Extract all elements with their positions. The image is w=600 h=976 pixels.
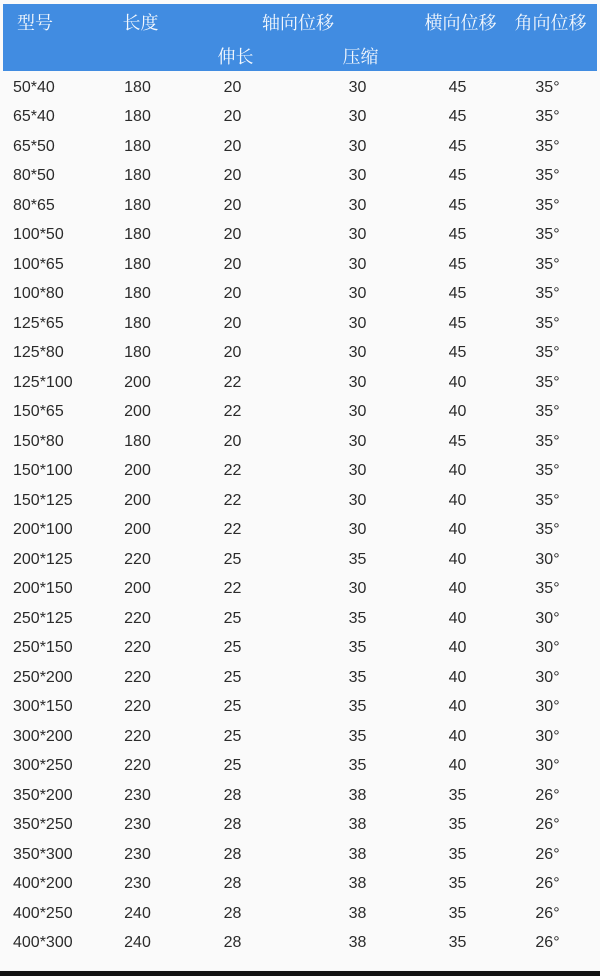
cell-length: 220: [124, 698, 151, 716]
cell-angular: 35°: [535, 167, 560, 185]
cell-length: 200: [124, 580, 151, 598]
table-row: [0, 427, 600, 457]
table-row: [0, 840, 600, 870]
cell-compression: 35: [348, 550, 367, 568]
cell-model: 50*40: [13, 78, 55, 96]
cell-model: 150*125: [13, 491, 73, 509]
cell-lateral: 40: [448, 550, 467, 568]
cell-model: 300*250: [13, 757, 73, 775]
cell-elongation: 28: [223, 845, 242, 863]
cell-model: 400*200: [13, 875, 73, 893]
cell-model: 250*125: [13, 609, 73, 627]
cell-model: 150*100: [13, 462, 73, 480]
cell-compression: 38: [348, 816, 367, 834]
cell-lateral: 45: [448, 344, 467, 362]
cell-compression: 35: [348, 609, 367, 627]
cell-compression: 30: [348, 344, 367, 362]
cell-elongation: 22: [223, 491, 242, 509]
table-body: [0, 71, 600, 958]
cell-elongation: 20: [223, 78, 242, 96]
cell-lateral: 45: [448, 196, 467, 214]
cell-compression: 38: [348, 904, 367, 922]
cell-angular: 26°: [535, 904, 560, 922]
cell-lateral: 40: [448, 668, 467, 686]
cell-model: 65*50: [13, 137, 55, 155]
cell-compression: 38: [348, 845, 367, 863]
cell-lateral: 45: [448, 137, 467, 155]
cell-compression: 38: [348, 875, 367, 893]
cell-length: 220: [124, 727, 151, 745]
cell-lateral: 45: [448, 108, 467, 126]
cell-length: 220: [124, 639, 151, 657]
cell-model: 200*100: [13, 521, 73, 539]
table-row: [0, 132, 600, 162]
cell-elongation: 25: [223, 757, 242, 775]
table-row: [0, 752, 600, 782]
table-row: [0, 162, 600, 192]
cell-length: 180: [124, 344, 151, 362]
col-header-lateral-displacement: 横向位移: [424, 13, 497, 33]
cell-compression: 35: [348, 727, 367, 745]
cell-model: 65*40: [13, 108, 55, 126]
cell-compression: 30: [348, 78, 367, 96]
cell-length: 200: [124, 373, 151, 391]
cell-angular: 35°: [535, 432, 560, 450]
cell-lateral: 45: [448, 226, 467, 244]
col-header-angular-displacement: 角向位移: [514, 13, 587, 33]
cell-elongation: 20: [223, 432, 242, 450]
cell-angular: 26°: [535, 816, 560, 834]
cell-lateral: 45: [448, 255, 467, 273]
cell-elongation: 20: [223, 344, 242, 362]
cell-lateral: 35: [448, 875, 467, 893]
cell-compression: 30: [348, 226, 367, 244]
cell-length: 180: [124, 432, 151, 450]
cell-length: 220: [124, 550, 151, 568]
cell-lateral: 45: [448, 432, 467, 450]
table-row: [0, 221, 600, 251]
cell-lateral: 35: [448, 934, 467, 952]
col-header-elongation: 伸长: [217, 46, 254, 67]
cell-lateral: 40: [448, 609, 467, 627]
cell-lateral: 35: [448, 904, 467, 922]
cell-elongation: 25: [223, 609, 242, 627]
header-row-main: [3, 4, 597, 40]
header-row-sub: [3, 40, 597, 71]
table-row: [0, 634, 600, 664]
cell-angular: 30°: [535, 698, 560, 716]
cell-angular: 35°: [535, 137, 560, 155]
cell-elongation: 28: [223, 934, 242, 952]
cell-lateral: 40: [448, 403, 467, 421]
cell-elongation: 25: [223, 550, 242, 568]
cell-elongation: 20: [223, 196, 242, 214]
cell-angular: 30°: [535, 550, 560, 568]
cell-elongation: 25: [223, 668, 242, 686]
cell-lateral: 45: [448, 314, 467, 332]
cell-model: 400*300: [13, 934, 73, 952]
cell-angular: 30°: [535, 639, 560, 657]
col-header-compression: 压缩: [342, 46, 379, 67]
cell-length: 240: [124, 934, 151, 952]
cell-model: 150*65: [13, 403, 64, 421]
cell-elongation: 22: [223, 462, 242, 480]
cell-compression: 30: [348, 491, 367, 509]
cell-angular: 35°: [535, 403, 560, 421]
cell-compression: 35: [348, 698, 367, 716]
cell-angular: 35°: [535, 314, 560, 332]
cell-length: 180: [124, 78, 151, 96]
cell-angular: 35°: [535, 226, 560, 244]
cell-compression: 30: [348, 580, 367, 598]
cell-angular: 35°: [535, 491, 560, 509]
cell-length: 180: [124, 108, 151, 126]
cell-compression: 35: [348, 639, 367, 657]
cell-length: 180: [124, 226, 151, 244]
cell-angular: 26°: [535, 875, 560, 893]
cell-angular: 26°: [535, 934, 560, 952]
cell-length: 240: [124, 904, 151, 922]
cell-length: 180: [124, 285, 151, 303]
cell-elongation: 25: [223, 698, 242, 716]
cell-compression: 30: [348, 255, 367, 273]
cell-elongation: 28: [223, 875, 242, 893]
cell-length: 200: [124, 403, 151, 421]
cell-compression: 30: [348, 167, 367, 185]
cell-compression: 30: [348, 462, 367, 480]
cell-model: 125*80: [13, 344, 64, 362]
cell-elongation: 22: [223, 580, 242, 598]
table-header: [3, 4, 597, 71]
cell-model: 200*125: [13, 550, 73, 568]
spec-table: [0, 4, 600, 958]
table-row: [0, 811, 600, 841]
cell-lateral: 40: [448, 580, 467, 598]
cell-compression: 30: [348, 314, 367, 332]
cell-angular: 35°: [535, 196, 560, 214]
cell-compression: 38: [348, 934, 367, 952]
cell-model: 125*65: [13, 314, 64, 332]
table-row: [0, 309, 600, 339]
cell-angular: 35°: [535, 462, 560, 480]
cell-lateral: 35: [448, 786, 467, 804]
cell-length: 230: [124, 816, 151, 834]
table-row: [0, 870, 600, 900]
cell-model: 250*200: [13, 668, 73, 686]
cell-elongation: 20: [223, 108, 242, 126]
cell-length: 230: [124, 845, 151, 863]
table-row: [0, 457, 600, 487]
table-row: [0, 280, 600, 310]
cell-lateral: 40: [448, 698, 467, 716]
cell-lateral: 40: [448, 373, 467, 391]
cell-model: 100*65: [13, 255, 64, 273]
cell-length: 180: [124, 196, 151, 214]
cell-elongation: 20: [223, 137, 242, 155]
cell-model: 100*80: [13, 285, 64, 303]
cell-angular: 30°: [535, 668, 560, 686]
cell-length: 230: [124, 875, 151, 893]
cell-model: 250*150: [13, 639, 73, 657]
cell-angular: 35°: [535, 580, 560, 598]
cell-compression: 35: [348, 757, 367, 775]
cell-angular: 30°: [535, 727, 560, 745]
cell-compression: 30: [348, 196, 367, 214]
table-row: [0, 604, 600, 634]
col-header-axial-displacement: 轴向位移: [262, 13, 334, 33]
table-row: [0, 545, 600, 575]
cell-length: 180: [124, 314, 151, 332]
table-row: [0, 663, 600, 693]
cell-model: 350*200: [13, 786, 73, 804]
cell-angular: 35°: [535, 255, 560, 273]
cell-lateral: 45: [448, 167, 467, 185]
cell-length: 220: [124, 668, 151, 686]
cell-compression: 30: [348, 108, 367, 126]
cell-elongation: 28: [223, 786, 242, 804]
cell-model: 80*50: [13, 167, 55, 185]
table-row: [0, 73, 600, 103]
cell-elongation: 20: [223, 314, 242, 332]
cell-compression: 30: [348, 521, 367, 539]
table-row: [0, 486, 600, 516]
table-row: [0, 781, 600, 811]
cell-lateral: 40: [448, 521, 467, 539]
cell-model: 150*80: [13, 432, 64, 450]
cell-length: 220: [124, 609, 151, 627]
cell-length: 180: [124, 255, 151, 273]
cell-angular: 30°: [535, 757, 560, 775]
cell-elongation: 20: [223, 255, 242, 273]
cell-angular: 26°: [535, 845, 560, 863]
table-row: [0, 575, 600, 605]
cell-model: 125*100: [13, 373, 73, 391]
cell-elongation: 25: [223, 639, 242, 657]
cell-angular: 35°: [535, 521, 560, 539]
cell-lateral: 40: [448, 462, 467, 480]
cell-model: 300*200: [13, 727, 73, 745]
cell-length: 180: [124, 137, 151, 155]
cell-length: 220: [124, 757, 151, 775]
cell-length: 200: [124, 491, 151, 509]
cell-length: 230: [124, 786, 151, 804]
cell-elongation: 20: [223, 226, 242, 244]
cell-elongation: 22: [223, 373, 242, 391]
cell-compression: 30: [348, 373, 367, 391]
cell-angular: 35°: [535, 108, 560, 126]
table-row: [0, 103, 600, 133]
cell-elongation: 28: [223, 904, 242, 922]
cell-length: 200: [124, 521, 151, 539]
cell-compression: 30: [348, 285, 367, 303]
cell-angular: 35°: [535, 78, 560, 96]
cell-angular: 35°: [535, 285, 560, 303]
cell-elongation: 20: [223, 285, 242, 303]
cell-model: 200*150: [13, 580, 73, 598]
cell-lateral: 40: [448, 727, 467, 745]
cell-angular: 35°: [535, 344, 560, 362]
cell-elongation: 28: [223, 816, 242, 834]
cell-compression: 30: [348, 137, 367, 155]
cell-length: 180: [124, 167, 151, 185]
cell-model: 300*150: [13, 698, 73, 716]
cell-lateral: 45: [448, 78, 467, 96]
table-row: [0, 191, 600, 221]
cell-lateral: 45: [448, 285, 467, 303]
table-row: [0, 899, 600, 929]
col-header-model: 型号: [17, 13, 53, 33]
cell-angular: 26°: [535, 786, 560, 804]
cell-model: 400*250: [13, 904, 73, 922]
table-row: [0, 398, 600, 428]
cell-elongation: 25: [223, 727, 242, 745]
table-row: [0, 368, 600, 398]
cell-lateral: 35: [448, 845, 467, 863]
cell-lateral: 40: [448, 491, 467, 509]
cell-elongation: 22: [223, 403, 242, 421]
cell-lateral: 35: [448, 816, 467, 834]
table-row: [0, 250, 600, 280]
cell-model: 350*250: [13, 816, 73, 834]
cell-elongation: 22: [223, 521, 242, 539]
table-row: [0, 516, 600, 546]
cell-length: 200: [124, 462, 151, 480]
cell-angular: 35°: [535, 373, 560, 391]
table-row: [0, 693, 600, 723]
cell-compression: 35: [348, 668, 367, 686]
table-row: [0, 929, 600, 959]
col-header-length: 长度: [122, 13, 159, 33]
cell-compression: 30: [348, 432, 367, 450]
cell-angular: 30°: [535, 609, 560, 627]
table-row: [0, 339, 600, 369]
cell-compression: 30: [348, 403, 367, 421]
cell-lateral: 40: [448, 639, 467, 657]
cell-elongation: 20: [223, 167, 242, 185]
table-row: [0, 722, 600, 752]
cell-model: 100*50: [13, 226, 64, 244]
cell-model: 350*300: [13, 845, 73, 863]
cell-lateral: 40: [448, 757, 467, 775]
cell-compression: 38: [348, 786, 367, 804]
cell-model: 80*65: [13, 196, 55, 214]
